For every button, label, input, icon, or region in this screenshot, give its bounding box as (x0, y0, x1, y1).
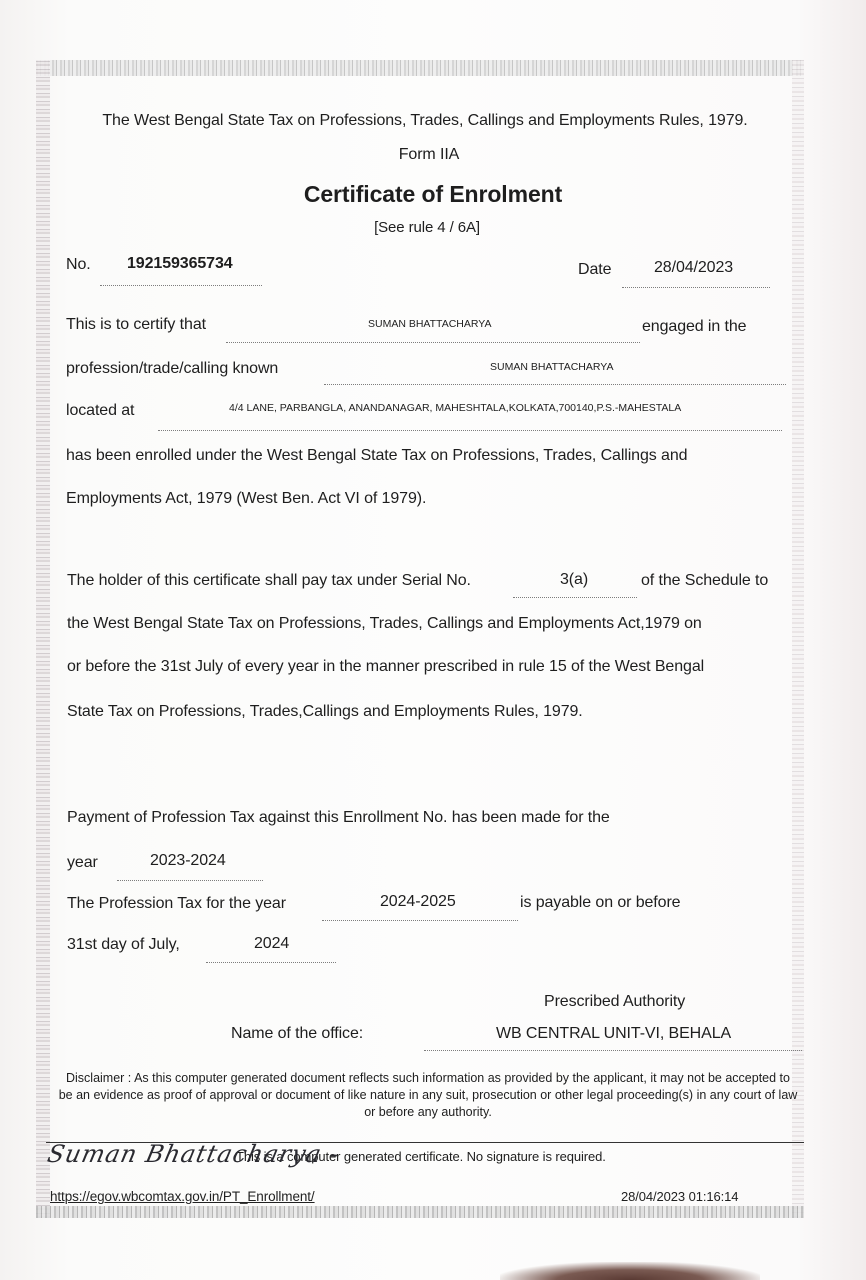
page-title: Certificate of Enrolment (303, 181, 563, 207)
certify-prefix: This is to certify that (66, 316, 206, 333)
date-underline (622, 287, 770, 288)
enrolment-no-underline (100, 285, 262, 286)
disclaimer-text: Disclaimer : As this computer generated document reflects such information as provided by the applicant, it may not be accepted to be an evidence as proof of approval or document of like nature in any suit, prosecution or other legal proceeding(s) in any court of law or before any authority. (58, 1071, 798, 1119)
enrollment-portal-link[interactable]: https://egov.wbcomtax.gov.in/PT_Enrollment/ (50, 1189, 315, 1204)
serial-number-underline (513, 597, 637, 598)
holder-name: SUMAN BHATTACHARYA (368, 318, 492, 330)
holder-line-2: the West Bengal State Tax on Professions, Trades, Callings and Employments Act,1979 on (67, 615, 702, 632)
payment-year-value: 2023-2024 (150, 852, 226, 869)
next-year-prefix: The Profession Tax for the year (67, 895, 286, 912)
handwritten-signature: Suman Bhattacharya - (45, 1140, 343, 1168)
form-number: Form IIA (398, 146, 460, 163)
holder-line-1-prefix: The holder of this certificate shall pay tax under Serial No. (67, 572, 471, 589)
next-year-value: 2024-2025 (380, 893, 456, 910)
located-label: located at (66, 402, 135, 419)
certify-suffix: engaged in the (642, 318, 747, 335)
next-year-suffix: is payable on or before (520, 894, 681, 911)
office-name-underline (424, 1050, 802, 1051)
rules-title: The West Bengal State Tax on Professions, Trades, Callings and Employments Rules, 1979. (102, 112, 748, 129)
next-year-underline (322, 920, 518, 921)
prescribed-authority-title: Prescribed Authority (544, 993, 686, 1010)
computer-generated-note: This is a computer generated certificate. No signature is required. (236, 1149, 606, 1164)
holder-line-3: or before the 31st July of every year in the manner prescribed in rule 15 of the West Bengal (67, 658, 705, 675)
known-underline (324, 384, 786, 385)
enrolled-line-2: Employments Act, 1979 (West Ben. Act VI of 1979). (66, 490, 427, 507)
paper-edge-shadow (500, 1262, 760, 1280)
see-rule-reference: [See rule 4 / 6A] (374, 219, 480, 236)
decorative-border-bottom (36, 1206, 804, 1218)
date-label: Date (578, 261, 612, 278)
known-value: SUMAN BHATTACHARYA (490, 361, 614, 373)
payment-year-label: year (67, 854, 98, 871)
due-year-underline (206, 962, 336, 963)
address-underline (158, 430, 782, 431)
office-name-value: WB CENTRAL UNIT-VI, BEHALA (496, 1025, 732, 1042)
enrolment-no-label: No. (66, 256, 91, 273)
address-value: 4/4 LANE, PARBANGLA, ANANDANAGAR, MAHESHTALA,KOLKATA,700140,P.S.-MAHESTALA (229, 402, 682, 414)
enrolled-line-1: has been enrolled under the West Bengal State Tax on Professions, Trades, Callings and (66, 447, 688, 464)
payment-year-underline (117, 880, 263, 881)
enrolment-no-value: 192159365734 (127, 255, 233, 272)
decorative-border-top (36, 60, 804, 76)
generated-timestamp: 28/04/2023 01:16:14 (621, 1189, 739, 1204)
date-value: 28/04/2023 (654, 259, 734, 276)
due-date-label: 31st day of July, (67, 936, 180, 953)
serial-number-value: 3(a) (560, 571, 589, 588)
holder-line-4: State Tax on Professions, Trades,Callings and Employments Rules, 1979. (67, 703, 583, 720)
holder-line-1-suffix: of the Schedule to (641, 572, 769, 589)
office-name-label: Name of the office: (231, 1025, 364, 1042)
holder-name-underline (226, 342, 640, 343)
due-year-value: 2024 (254, 935, 290, 952)
payment-line-1: Payment of Profession Tax against this Enrollment No. has been made for the (67, 809, 610, 826)
known-label: profession/trade/calling known (66, 360, 279, 377)
